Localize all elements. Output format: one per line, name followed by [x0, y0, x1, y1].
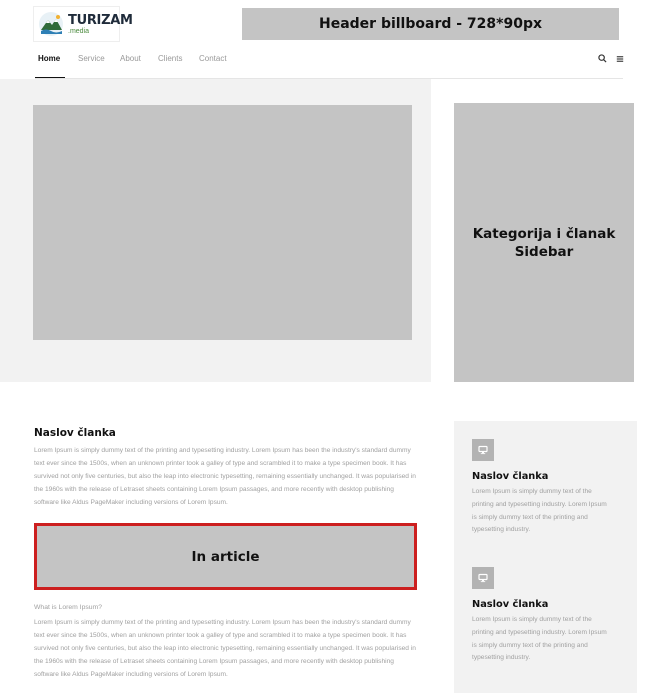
logo-suffix: .media [68, 27, 90, 35]
monitor-icon [472, 439, 494, 461]
logo[interactable] [33, 6, 133, 42]
article-subheading: What is Lorem Ipsum? [34, 604, 102, 611]
card-title[interactable]: Naslov članka [472, 471, 549, 482]
card-text: Lorem Ipsum is simply dummy text of the printing and typesetting industry. Lorem Ipsum is simply dummy text of the printing and typesetting industry. [472, 488, 607, 534]
logo-name: TURIZAM [68, 12, 133, 28]
header-billboard-ad[interactable] [242, 8, 619, 40]
nav-item-service[interactable]: Service [78, 54, 105, 63]
search-icon[interactable] [597, 54, 607, 65]
sidebar-ad-label: Kategorija i članak Sidebar [472, 225, 616, 260]
nav-actions [597, 54, 625, 65]
mountain-logo-icon [38, 11, 64, 37]
related-article-card[interactable] [472, 439, 622, 537]
card-text: Lorem Ipsum is simply dummy text of the printing and typesetting industry. Lorem Ipsum is simply dummy text of the printing and typesetting industry. [472, 616, 607, 662]
nav-item-home[interactable]: Home [38, 54, 61, 63]
monitor-icon [472, 567, 494, 589]
card-title[interactable]: Naslov članka [472, 599, 549, 610]
article-body-2: Lorem Ipsum is simply dummy text of the printing and typesetting industry. Lorem Ipsum has been the industry's standard dummy text ever since the 1500s, when an unknown printer took a galley of type and scrambled it to make a type specimen book. It has survived not only five centuries, but also the leap into electronic typesetting, remaining essentially unchanged. It was popularised in the 1960s with the release of Letraset sheets containing Lorem Ipsum passages, and more recently with desktop publishing software like Aldus PageMaker including versions of Lorem Ipsum. [34, 619, 416, 678]
nav-item-clients[interactable]: Clients [158, 54, 183, 63]
in-article-label: In article [191, 548, 260, 565]
in-article-ad[interactable] [34, 523, 417, 590]
article-title: Naslov članka [34, 427, 116, 439]
main-nav [38, 54, 239, 63]
nav-item-contact[interactable]: Contact [199, 54, 227, 63]
related-article-card[interactable] [472, 567, 622, 665]
article-body: Lorem Ipsum is simply dummy text of the printing and typesetting industry. Lorem Ipsum has been the industry's standard dummy text ever since the 1500s, when an unknown printer took a galley of type and scrambled it to make a type specimen book. It has survived not only five centuries, but also the leap into electronic typesetting, remaining essentially unchanged. It was popularised in the 1960s with the release of Letraset sheets containing Lorem Ipsum passages, and more recently with desktop publishing software like Aldus PageMaker including versions of Lorem Ipsum. [34, 447, 416, 506]
nav-item-about[interactable]: About [120, 54, 141, 63]
menu-icon[interactable] [615, 55, 625, 65]
billboard-label: Header billboard - 728*90px [318, 16, 543, 32]
sidebar-ad[interactable] [454, 103, 634, 382]
hero-image-placeholder[interactable] [33, 105, 412, 340]
